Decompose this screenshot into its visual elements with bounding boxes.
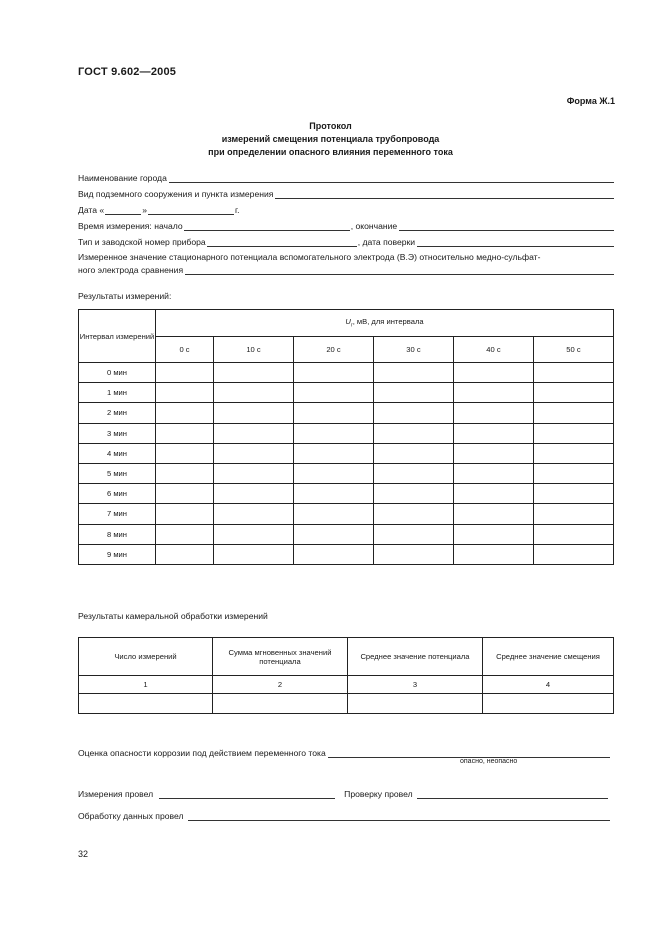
results-cell[interactable] xyxy=(214,544,294,564)
results-cell[interactable] xyxy=(214,443,294,463)
results-cell[interactable] xyxy=(533,383,613,403)
results-cell[interactable] xyxy=(156,524,214,544)
results-cell[interactable] xyxy=(214,403,294,423)
results-cell[interactable] xyxy=(156,484,214,504)
date-field xyxy=(78,201,278,215)
results-row xyxy=(79,443,614,463)
results-cell[interactable] xyxy=(453,403,533,423)
assessment-input-line[interactable] xyxy=(328,747,610,758)
results-cell[interactable] xyxy=(214,484,294,504)
processing-col-number: 4 xyxy=(483,676,614,694)
assessment-field xyxy=(78,744,610,758)
results-row xyxy=(79,504,614,524)
measured-by-line[interactable] xyxy=(159,788,335,799)
results-row xyxy=(79,383,614,403)
results-cell[interactable] xyxy=(294,363,374,383)
date-mid: » xyxy=(142,205,147,215)
results-cell[interactable] xyxy=(453,443,533,463)
time-end-line[interactable] xyxy=(399,220,614,231)
results-cell[interactable] xyxy=(294,524,374,544)
col-header: 50 с xyxy=(533,337,613,363)
row-interval-label: 0 мин xyxy=(79,363,156,383)
row-interval-label: 4 мин xyxy=(79,443,156,463)
date-prefix: Дата « xyxy=(78,205,105,215)
col-header: 30 с xyxy=(373,337,453,363)
results-cell[interactable] xyxy=(373,463,453,483)
results-row xyxy=(79,544,614,564)
processing-col-number: 3 xyxy=(348,676,483,694)
col-header: 0 с xyxy=(156,337,214,363)
results-cell[interactable] xyxy=(156,443,214,463)
results-table xyxy=(78,309,614,565)
row-interval-label: 6 мин xyxy=(79,484,156,504)
results-cell[interactable] xyxy=(373,383,453,403)
results-cell[interactable] xyxy=(214,363,294,383)
col-header: 40 с xyxy=(453,337,533,363)
date-day-line[interactable] xyxy=(105,204,141,215)
stationary-input-line[interactable] xyxy=(185,264,614,275)
form-label: Форма Ж.1 xyxy=(566,96,615,106)
results-row xyxy=(79,484,614,504)
city-input-line[interactable] xyxy=(169,172,614,183)
row-interval-label: 3 мин xyxy=(79,423,156,443)
document-standard-header: ГОСТ 9.602—2005 xyxy=(78,66,177,78)
results-cell[interactable] xyxy=(533,504,613,524)
results-cell[interactable] xyxy=(294,423,374,443)
results-cell[interactable] xyxy=(533,423,613,443)
row-interval-label: 1 мин xyxy=(79,383,156,403)
results-cell[interactable] xyxy=(373,544,453,564)
assessment-hint: опасно, неопасно xyxy=(460,758,518,765)
row-interval-label: 8 мин xyxy=(79,524,156,544)
results-cell[interactable] xyxy=(156,544,214,564)
processing-cell[interactable] xyxy=(79,694,213,714)
col-header: 10 с xyxy=(214,337,294,363)
results-cell[interactable] xyxy=(533,403,613,423)
time-field xyxy=(78,217,614,231)
results-cell[interactable] xyxy=(373,443,453,463)
results-row xyxy=(79,423,614,443)
check-date-line[interactable] xyxy=(417,236,614,247)
row-interval-label: 7 мин xyxy=(79,504,156,524)
results-cell[interactable] xyxy=(453,363,533,383)
u-header-text: , мВ, для интервала xyxy=(352,317,424,327)
measured-by-label: Измерения провел xyxy=(78,789,154,799)
results-cell[interactable] xyxy=(156,423,214,443)
results-cell[interactable] xyxy=(453,544,533,564)
results-row xyxy=(79,363,614,383)
row-interval-label: 9 мин xyxy=(79,544,156,564)
processing-col-number: 2 xyxy=(213,676,348,694)
results-cell[interactable] xyxy=(156,504,214,524)
results-cell[interactable] xyxy=(294,484,374,504)
processing-cell[interactable] xyxy=(348,694,483,714)
processed-by-line[interactable] xyxy=(188,810,611,821)
device-label: Тип и заводской номер прибора xyxy=(78,237,206,247)
results-row xyxy=(79,403,614,423)
processing-table xyxy=(78,637,614,714)
interval-header-text: Интервал измерений xyxy=(79,331,155,341)
results-cell[interactable] xyxy=(533,544,613,564)
results-row xyxy=(79,524,614,544)
results-cell[interactable] xyxy=(156,363,214,383)
time-start-line[interactable] xyxy=(184,220,350,231)
interval-header xyxy=(79,310,156,363)
processing-col-count: Число измерений xyxy=(79,638,213,676)
u-symbol: U xyxy=(345,317,351,327)
structure-input-line[interactable] xyxy=(275,188,614,199)
results-cell[interactable] xyxy=(453,524,533,544)
time-end-label: , окончание xyxy=(350,221,398,231)
city-field xyxy=(78,169,614,183)
results-cell[interactable] xyxy=(373,524,453,544)
row-interval-label: 5 мин xyxy=(79,463,156,483)
device-field xyxy=(78,233,614,247)
results-cell[interactable] xyxy=(373,423,453,443)
u-header xyxy=(156,310,614,337)
processed-by-field xyxy=(78,807,610,821)
results-heading: Результаты измерений: xyxy=(78,291,172,301)
checked-by-line[interactable] xyxy=(417,788,608,799)
protocol-subtitle-2: при определении опасного влияния переменного тока xyxy=(208,147,453,157)
results-cell[interactable] xyxy=(453,383,533,403)
page-number: 32 xyxy=(78,849,89,859)
results-cell[interactable] xyxy=(373,504,453,524)
stationary-potential-line2 xyxy=(78,261,614,275)
processing-heading: Результаты камеральной обработки измерений xyxy=(78,611,268,621)
results-cell[interactable] xyxy=(294,443,374,463)
date-suffix: г. xyxy=(234,205,240,215)
city-label: Наименование города xyxy=(78,173,167,183)
results-cell[interactable] xyxy=(373,484,453,504)
protocol-title: Протокол xyxy=(309,121,352,131)
protocol-subtitle-1: измерений смещения потенциала трубопровода xyxy=(221,134,440,144)
results-cell[interactable] xyxy=(533,463,613,483)
processed-by-label: Обработку данных провел xyxy=(78,811,184,821)
row-interval-label: 2 мин xyxy=(79,403,156,423)
u-subscript: г xyxy=(350,322,353,329)
results-body xyxy=(79,363,614,565)
processing-cell[interactable] xyxy=(483,694,614,714)
results-cell[interactable] xyxy=(156,463,214,483)
processing-col-avg-shift: Среднее значение смещения xyxy=(483,638,614,676)
results-cell[interactable] xyxy=(156,403,214,423)
col-header: 20 с xyxy=(294,337,374,363)
results-cell[interactable] xyxy=(453,484,533,504)
results-cell[interactable] xyxy=(453,504,533,524)
results-cell[interactable] xyxy=(373,363,453,383)
checked-by-label: Проверку провел xyxy=(344,789,413,799)
results-cell[interactable] xyxy=(294,544,374,564)
results-cell[interactable] xyxy=(214,524,294,544)
signatures-field xyxy=(78,785,608,799)
results-cell[interactable] xyxy=(533,524,613,544)
results-cell[interactable] xyxy=(294,463,374,483)
processing-col-sum: Сумма мгновенных значений потенциала xyxy=(213,638,348,676)
date-month-line[interactable] xyxy=(148,204,234,215)
check-date-label: , дата поверки xyxy=(357,237,416,247)
results-cell[interactable] xyxy=(294,383,374,403)
device-line[interactable] xyxy=(207,236,357,247)
results-cell[interactable] xyxy=(453,423,533,443)
results-cell[interactable] xyxy=(214,463,294,483)
stationary-label-1: Измеренное значение стационарного потенциала вспомогательного электрода (В.Э) относительно медно-сульфат- xyxy=(78,252,541,262)
structure-label: Вид подземного сооружения и пункта измерения xyxy=(78,189,274,199)
assessment-label: Оценка опасности коррозии под действием переменного тока xyxy=(78,748,326,758)
results-cell[interactable] xyxy=(453,463,533,483)
results-cell[interactable] xyxy=(533,363,613,383)
results-cell[interactable] xyxy=(533,443,613,463)
results-cell[interactable] xyxy=(214,383,294,403)
processing-cell[interactable] xyxy=(213,694,348,714)
results-cell[interactable] xyxy=(294,504,374,524)
results-cell[interactable] xyxy=(533,484,613,504)
processing-col-avg-potential: Среднее значение потенциала xyxy=(348,638,483,676)
stationary-potential-line1 xyxy=(78,248,614,262)
results-row xyxy=(79,463,614,483)
results-cell[interactable] xyxy=(373,403,453,423)
time-start-label: Время измерения: начало xyxy=(78,221,183,231)
results-cell[interactable] xyxy=(214,423,294,443)
results-cell[interactable] xyxy=(214,504,294,524)
results-cell[interactable] xyxy=(294,403,374,423)
processing-col-number: 1 xyxy=(79,676,213,694)
stationary-label-2: ного электрода сравнения xyxy=(78,265,184,275)
structure-field xyxy=(78,185,614,199)
results-cell[interactable] xyxy=(156,383,214,403)
